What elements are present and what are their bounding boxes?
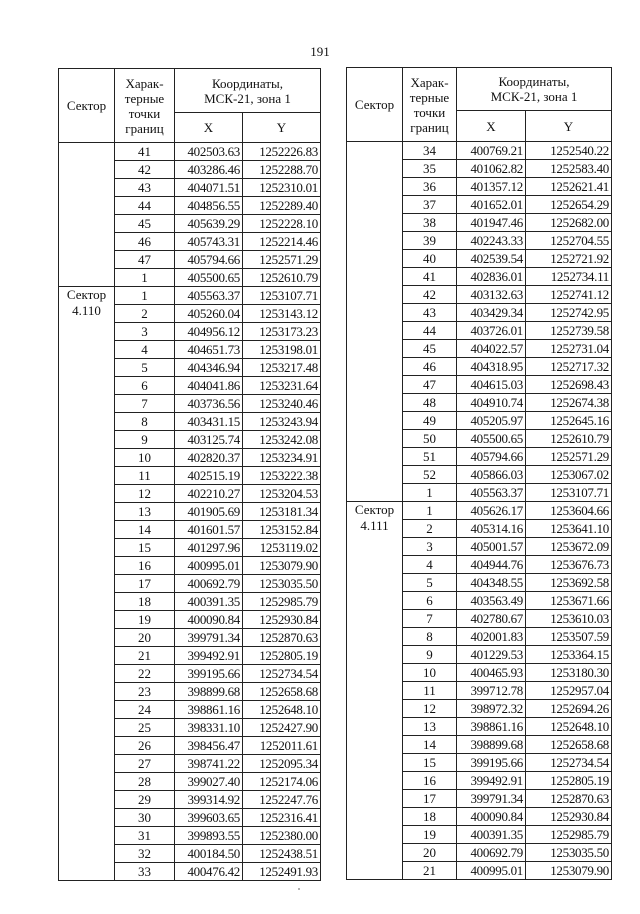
x-cell: 404956.12: [175, 323, 243, 341]
point-cell: 32: [115, 845, 175, 863]
y-cell: 1252805.19: [243, 647, 321, 665]
x-cell: 404022.57: [457, 340, 526, 358]
x-cell: 403286.46: [175, 161, 243, 179]
x-cell: 403132.63: [457, 286, 526, 304]
x-cell: 399791.34: [457, 790, 526, 808]
x-cell: 401229.53: [457, 646, 526, 664]
x-cell: 401357.12: [457, 178, 526, 196]
x-cell: 399314.92: [175, 791, 243, 809]
x-cell: 404856.55: [175, 197, 243, 215]
point-cell: 4: [115, 341, 175, 359]
y-cell: 1252739.58: [526, 322, 612, 340]
y-cell: 1253143.12: [243, 305, 321, 323]
y-cell: 1252658.68: [243, 683, 321, 701]
x-cell: 398741.22: [175, 755, 243, 773]
point-cell: 43: [115, 179, 175, 197]
point-cell: 19: [115, 611, 175, 629]
x-cell: 399195.66: [457, 754, 526, 772]
point-cell: 26: [115, 737, 175, 755]
point-cell: 13: [115, 503, 175, 521]
table-row: [59, 143, 321, 161]
y-cell: 1253243.94: [243, 413, 321, 431]
x-cell: 398899.68: [175, 683, 243, 701]
y-cell: 1253692.58: [526, 574, 612, 592]
y-cell: 1253067.02: [526, 466, 612, 484]
x-cell: 398861.16: [457, 718, 526, 736]
x-cell: 405001.57: [457, 538, 526, 556]
y-cell: 1252741.12: [526, 286, 612, 304]
y-cell: 1252930.84: [243, 611, 321, 629]
x-cell: 404346.94: [175, 359, 243, 377]
table-body: [347, 142, 612, 880]
y-cell: 1253672.09: [526, 538, 612, 556]
y-cell: 1252011.61: [243, 737, 321, 755]
x-cell: 399027.40: [175, 773, 243, 791]
y-cell: 1253240.46: [243, 395, 321, 413]
sector-label: Сектор: [354, 502, 395, 517]
y-cell: 1252731.04: [526, 340, 612, 358]
x-cell: 403431.15: [175, 413, 243, 431]
y-cell: 1252540.22: [526, 142, 612, 160]
y-cell: 1253107.71: [243, 287, 321, 305]
point-cell: 3: [403, 538, 457, 556]
y-cell: 1252734.11: [526, 268, 612, 286]
y-cell: 1252571.29: [526, 448, 612, 466]
y-cell: 1253217.48: [243, 359, 321, 377]
y-cell: 1252583.40: [526, 160, 612, 178]
x-cell: 398899.68: [457, 736, 526, 754]
x-cell: 399492.91: [457, 772, 526, 790]
point-cell: 49: [403, 412, 457, 430]
sector-label: Сектор: [66, 287, 107, 302]
point-cell: 39: [403, 232, 457, 250]
point-cell: 51: [403, 448, 457, 466]
x-cell: 400692.79: [175, 575, 243, 593]
x-cell: 405260.04: [175, 305, 243, 323]
y-cell: 1252721.92: [526, 250, 612, 268]
x-cell: 402243.33: [457, 232, 526, 250]
y-cell: 1253641.10: [526, 520, 612, 538]
point-cell: 21: [403, 862, 457, 880]
points-header-line: точки: [128, 105, 161, 121]
x-cell: 402780.67: [457, 610, 526, 628]
point-cell: 45: [115, 215, 175, 233]
point-cell: 20: [115, 629, 175, 647]
point-cell: 6: [115, 377, 175, 395]
point-cell: 27: [115, 755, 175, 773]
point-cell: 25: [115, 719, 175, 737]
coords-header-line: МСК-21, зона 1: [204, 90, 291, 106]
y-cell: 1253234.91: [243, 449, 321, 467]
table-header: [347, 68, 612, 142]
y-cell: 1252648.10: [243, 701, 321, 719]
point-cell: 5: [115, 359, 175, 377]
point-cell: 6: [403, 592, 457, 610]
point-cell: 2: [403, 520, 457, 538]
x-cell: 400692.79: [457, 844, 526, 862]
y-cell: 1252682.00: [526, 214, 612, 232]
x-cell: 398331.10: [175, 719, 243, 737]
sector-cell: [59, 143, 115, 287]
y-cell: 1252174.06: [243, 773, 321, 791]
point-cell: 42: [115, 161, 175, 179]
y-cell: 1252289.40: [243, 197, 321, 215]
y-cell: 1253180.30: [526, 664, 612, 682]
y-cell: 1252734.54: [526, 754, 612, 772]
point-cell: 44: [403, 322, 457, 340]
x-cell: 403125.74: [175, 431, 243, 449]
point-cell: 48: [403, 394, 457, 412]
x-cell: 404615.03: [457, 376, 526, 394]
y-cell: 1253035.50: [526, 844, 612, 862]
y-cell: 1253119.02: [243, 539, 321, 557]
point-cell: 31: [115, 827, 175, 845]
sector-header: Сектор: [59, 69, 115, 143]
point-cell: 3: [115, 323, 175, 341]
y-header: Y: [526, 111, 612, 142]
x-cell: 400090.84: [457, 808, 526, 826]
x-cell: 404041.86: [175, 377, 243, 395]
x-cell: 399195.66: [175, 665, 243, 683]
point-cell: 28: [115, 773, 175, 791]
y-cell: 1252645.16: [526, 412, 612, 430]
y-cell: 1252734.54: [243, 665, 321, 683]
point-cell: 1: [403, 502, 457, 520]
x-cell: 399603.65: [175, 809, 243, 827]
point-cell: 16: [403, 772, 457, 790]
x-cell: 400465.93: [457, 664, 526, 682]
x-cell: 400090.84: [175, 611, 243, 629]
x-cell: 398861.16: [175, 701, 243, 719]
x-cell: 400995.01: [457, 862, 526, 880]
x-cell: 404910.74: [457, 394, 526, 412]
x-cell: 401297.96: [175, 539, 243, 557]
table-row: [347, 142, 612, 160]
x-cell: 400476.42: [175, 863, 243, 881]
x-cell: 405794.66: [457, 448, 526, 466]
y-cell: 1252438.51: [243, 845, 321, 863]
x-cell: 399492.91: [175, 647, 243, 665]
coords-header: [457, 68, 612, 111]
x-cell: 400769.21: [457, 142, 526, 160]
point-cell: 5: [403, 574, 457, 592]
y-cell: 1252870.63: [243, 629, 321, 647]
x-cell: 405205.97: [457, 412, 526, 430]
x-cell: 399712.78: [457, 682, 526, 700]
y-cell: 1252957.04: [526, 682, 612, 700]
y-cell: 1252658.68: [526, 736, 612, 754]
point-cell: 19: [403, 826, 457, 844]
point-cell: 18: [115, 593, 175, 611]
points-header: [403, 68, 457, 142]
point-cell: 40: [403, 250, 457, 268]
x-cell: 402503.63: [175, 143, 243, 161]
point-cell: 1: [115, 287, 175, 305]
y-cell: 1253676.73: [526, 556, 612, 574]
points-header-line: Харак-: [410, 74, 449, 90]
table-header: [59, 69, 321, 143]
x-cell: 405500.65: [175, 269, 243, 287]
x-cell: 405314.16: [457, 520, 526, 538]
coordinates-table-left: [58, 68, 321, 881]
y-cell: 1252985.79: [526, 826, 612, 844]
points-header-line: точки: [413, 104, 446, 120]
point-cell: 50: [403, 430, 457, 448]
table-body: [59, 143, 321, 881]
y-cell: 1252427.90: [243, 719, 321, 737]
point-cell: 45: [403, 340, 457, 358]
points-header-line: Харак-: [125, 75, 164, 91]
point-cell: 11: [403, 682, 457, 700]
y-cell: 1252310.01: [243, 179, 321, 197]
y-cell: 1252226.83: [243, 143, 321, 161]
y-cell: 1253079.90: [243, 557, 321, 575]
point-cell: 29: [115, 791, 175, 809]
point-cell: 17: [115, 575, 175, 593]
point-cell: 41: [403, 268, 457, 286]
x-cell: 402836.01: [457, 268, 526, 286]
y-cell: 1253671.66: [526, 592, 612, 610]
y-cell: 1252610.79: [526, 430, 612, 448]
x-cell: 405743.31: [175, 233, 243, 251]
x-cell: 404944.76: [457, 556, 526, 574]
x-cell: 402210.27: [175, 485, 243, 503]
y-cell: 1252985.79: [243, 593, 321, 611]
point-cell: 47: [403, 376, 457, 394]
point-cell: 36: [403, 178, 457, 196]
y-cell: 1252930.84: [526, 808, 612, 826]
y-cell: 1252704.55: [526, 232, 612, 250]
sector-label: 4.110: [72, 303, 101, 318]
point-cell: 41: [115, 143, 175, 161]
y-cell: 1252694.26: [526, 700, 612, 718]
y-cell: 1252214.46: [243, 233, 321, 251]
x-cell: 405866.03: [457, 466, 526, 484]
point-cell: 4: [403, 556, 457, 574]
x-cell: 405639.29: [175, 215, 243, 233]
point-cell: 9: [403, 646, 457, 664]
x-cell: 400391.35: [457, 826, 526, 844]
point-cell: 12: [115, 485, 175, 503]
y-cell: 1252316.41: [243, 809, 321, 827]
point-cell: 11: [115, 467, 175, 485]
y-cell: 1252698.43: [526, 376, 612, 394]
x-cell: 405500.65: [457, 430, 526, 448]
point-cell: 46: [115, 233, 175, 251]
x-cell: 404348.55: [457, 574, 526, 592]
x-cell: 402539.54: [457, 250, 526, 268]
point-cell: 43: [403, 304, 457, 322]
point-cell: 7: [403, 610, 457, 628]
x-cell: 405563.37: [175, 287, 243, 305]
y-cell: 1252380.00: [243, 827, 321, 845]
point-cell: 46: [403, 358, 457, 376]
y-cell: 1252674.38: [526, 394, 612, 412]
y-cell: 1252742.95: [526, 304, 612, 322]
sector-cell: [59, 287, 115, 881]
x-cell: 402515.19: [175, 467, 243, 485]
x-cell: 399893.55: [175, 827, 243, 845]
x-cell: 398456.47: [175, 737, 243, 755]
page-number: 191: [310, 44, 330, 59]
point-cell: 33: [115, 863, 175, 881]
point-cell: 18: [403, 808, 457, 826]
sector-cell: [347, 502, 403, 880]
y-cell: 1253610.03: [526, 610, 612, 628]
point-cell: 8: [115, 413, 175, 431]
x-cell: 401905.69: [175, 503, 243, 521]
y-cell: 1252288.70: [243, 161, 321, 179]
points-header-line: границ: [410, 119, 449, 135]
coords-header: [175, 69, 321, 113]
y-cell: 1253204.53: [243, 485, 321, 503]
point-cell: 12: [403, 700, 457, 718]
x-cell: 400995.01: [175, 557, 243, 575]
y-cell: 1253198.01: [243, 341, 321, 359]
y-cell: 1253035.50: [243, 575, 321, 593]
x-cell: 400391.35: [175, 593, 243, 611]
point-cell: 10: [403, 664, 457, 682]
point-cell: 21: [115, 647, 175, 665]
x-cell: 401601.57: [175, 521, 243, 539]
coords-header-line: Координаты,: [498, 74, 570, 89]
y-cell: 1252571.29: [243, 251, 321, 269]
y-cell: 1253152.84: [243, 521, 321, 539]
coords-header-line: МСК-21, зона 1: [490, 89, 578, 104]
x-cell: 404651.73: [175, 341, 243, 359]
x-cell: 405794.66: [175, 251, 243, 269]
x-cell: 405563.37: [457, 484, 526, 502]
y-cell: 1252805.19: [526, 772, 612, 790]
point-cell: 24: [115, 701, 175, 719]
point-cell: 35: [403, 160, 457, 178]
y-cell: 1252621.41: [526, 178, 612, 196]
point-cell: 14: [115, 521, 175, 539]
point-cell: 42: [403, 286, 457, 304]
y-cell: 1252648.10: [526, 718, 612, 736]
point-cell: 1: [403, 484, 457, 502]
point-cell: 22: [115, 665, 175, 683]
point-cell: 1: [115, 269, 175, 287]
y-header: Y: [243, 113, 321, 143]
x-cell: 405626.17: [457, 502, 526, 520]
point-cell: 13: [403, 718, 457, 736]
y-cell: 1253222.38: [243, 467, 321, 485]
table-row: [347, 502, 612, 520]
point-cell: 7: [115, 395, 175, 413]
y-cell: 1252717.32: [526, 358, 612, 376]
x-cell: 403726.01: [457, 322, 526, 340]
point-cell: 15: [403, 754, 457, 772]
x-cell: 403429.34: [457, 304, 526, 322]
point-cell: 52: [403, 466, 457, 484]
y-cell: 1253604.66: [526, 502, 612, 520]
table-row: [59, 287, 321, 305]
y-cell: 1252247.76: [243, 791, 321, 809]
y-cell: 1253079.90: [526, 862, 612, 880]
x-cell: 401947.46: [457, 214, 526, 232]
point-cell: 44: [115, 197, 175, 215]
points-header-line: терные: [124, 90, 165, 106]
y-cell: 1253242.08: [243, 431, 321, 449]
y-cell: 1253231.64: [243, 377, 321, 395]
x-cell: 401062.82: [457, 160, 526, 178]
point-cell: 8: [403, 628, 457, 646]
y-cell: 1252870.63: [526, 790, 612, 808]
x-cell: 404071.51: [175, 179, 243, 197]
x-cell: 402001.83: [457, 628, 526, 646]
point-cell: 23: [115, 683, 175, 701]
point-cell: 20: [403, 844, 457, 862]
y-cell: 1252610.79: [243, 269, 321, 287]
point-cell: 9: [115, 431, 175, 449]
point-cell: 17: [403, 790, 457, 808]
point-cell: 30: [115, 809, 175, 827]
y-cell: 1252228.10: [243, 215, 321, 233]
sector-cell: [347, 142, 403, 502]
x-header: X: [175, 113, 243, 143]
x-cell: 399791.34: [175, 629, 243, 647]
x-header: X: [457, 111, 526, 142]
point-cell: 2: [115, 305, 175, 323]
x-cell: 404318.95: [457, 358, 526, 376]
point-cell: 14: [403, 736, 457, 754]
point-cell: 38: [403, 214, 457, 232]
points-header: [115, 69, 175, 143]
point-cell: 10: [115, 449, 175, 467]
sector-label: 4.111: [360, 518, 389, 533]
x-cell: 400184.50: [175, 845, 243, 863]
y-cell: 1253107.71: [526, 484, 612, 502]
x-cell: 403736.56: [175, 395, 243, 413]
coords-header-line: Координаты,: [212, 75, 283, 91]
point-cell: 47: [115, 251, 175, 269]
scan-speck: [298, 888, 300, 890]
y-cell: 1253507.59: [526, 628, 612, 646]
x-cell: 401652.01: [457, 196, 526, 214]
point-cell: 34: [403, 142, 457, 160]
point-cell: 37: [403, 196, 457, 214]
point-cell: 16: [115, 557, 175, 575]
y-cell: 1253364.15: [526, 646, 612, 664]
point-cell: 15: [115, 539, 175, 557]
y-cell: 1252491.93: [243, 863, 321, 881]
y-cell: 1252095.34: [243, 755, 321, 773]
x-cell: 402820.37: [175, 449, 243, 467]
y-cell: 1252654.29: [526, 196, 612, 214]
y-cell: 1253173.23: [243, 323, 321, 341]
x-cell: 403563.49: [457, 592, 526, 610]
sector-header: Сектор: [347, 68, 403, 142]
coordinates-table-right: [346, 67, 612, 880]
points-header-line: терные: [409, 89, 450, 105]
y-cell: 1253181.34: [243, 503, 321, 521]
points-header-line: границ: [125, 120, 164, 136]
x-cell: 398972.32: [457, 700, 526, 718]
